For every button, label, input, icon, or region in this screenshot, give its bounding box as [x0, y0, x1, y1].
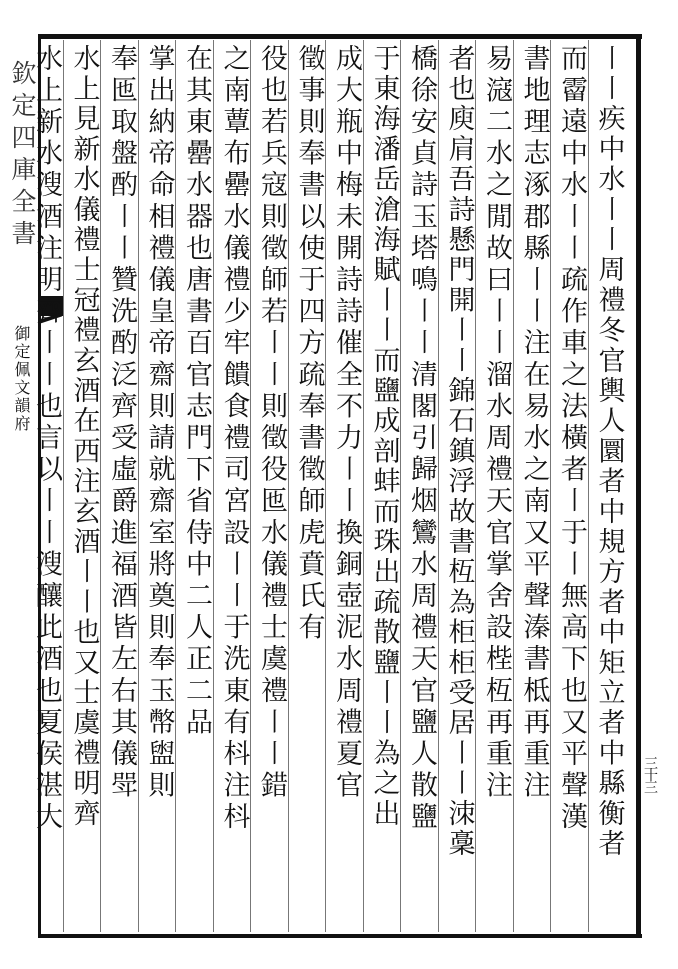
text-column: 易滱二水之閒故曰〡〡溜水周禮天官掌舍設梐枑再重注	[481, 44, 512, 803]
text-column: 而霤遠中水〡〡疏作車之法橫者〡于〡無高下也又平聲漢	[556, 44, 587, 834]
text-column: 于東海潘岳滄海賦〡〡而鹽成剖蚌而珠出疏散鹽〡〡為之出	[368, 44, 400, 830]
frame-top-border	[38, 34, 642, 39]
frame-right-border	[636, 34, 641, 938]
text-column: 在其東罍水器也唐書百官志門下省侍中二人正二品	[181, 44, 212, 740]
text-column: 者也庾肩吾詩懸門開〡〡錦石鎮浮故書枑為柜柜受居〡〡洓稾	[443, 44, 475, 860]
page-number: 三十三	[642, 756, 658, 792]
text-column: 之南蕈布罍水儀禮少牢饋食禮司宮設〡〡于洗東有枓注枓	[218, 44, 250, 834]
frame-bottom-border	[38, 934, 642, 938]
text-column: 掌出納帝命相禮儀皇帝齋則請就齋室將奠則奉玉幣盥則	[143, 44, 175, 803]
text-column: 徵事則奉書以使于四方疏奉書徵師虎賁氏有	[293, 44, 325, 645]
text-column: 奉匜取盤酌〡〡贊洗酌泛齊受虛爵進福酒皆左右其儀斝	[106, 44, 137, 803]
text-column: 役也若兵寇則徵師若〡〡則徵役匜水儀禮士虞禮〡〡錯	[256, 44, 287, 803]
text-column: 水上新水溲酒注明齊〡〡也言以〡〡溲釀此酒也夏侯湛大	[31, 44, 62, 834]
text-column: 書地理志涿郡縣〡〡注在易水之南又平聲溱書柢再重注	[518, 44, 550, 803]
collection-name: 欽定四庫全書	[8, 60, 37, 252]
text-column: 成大瓶中梅未開詩詩催全不力〡〡換銅壺泥水周禮夏官	[331, 44, 362, 803]
text-column: 〡〡疾中水〡〡周禮冬官輿人圜者中規方者中矩立者中縣衡者	[593, 44, 625, 860]
book-title: 御定佩文韻府	[12, 325, 31, 433]
text-column: 水上見新水儀禮士冠禮玄酒在西注玄酒〡〡也又士虞禮明齊	[68, 44, 100, 830]
text-column: 橋徐安貞詩玉塔鳴〡〡清閣引歸烟鸞水周禮天官鹽人散鹽	[406, 44, 437, 834]
